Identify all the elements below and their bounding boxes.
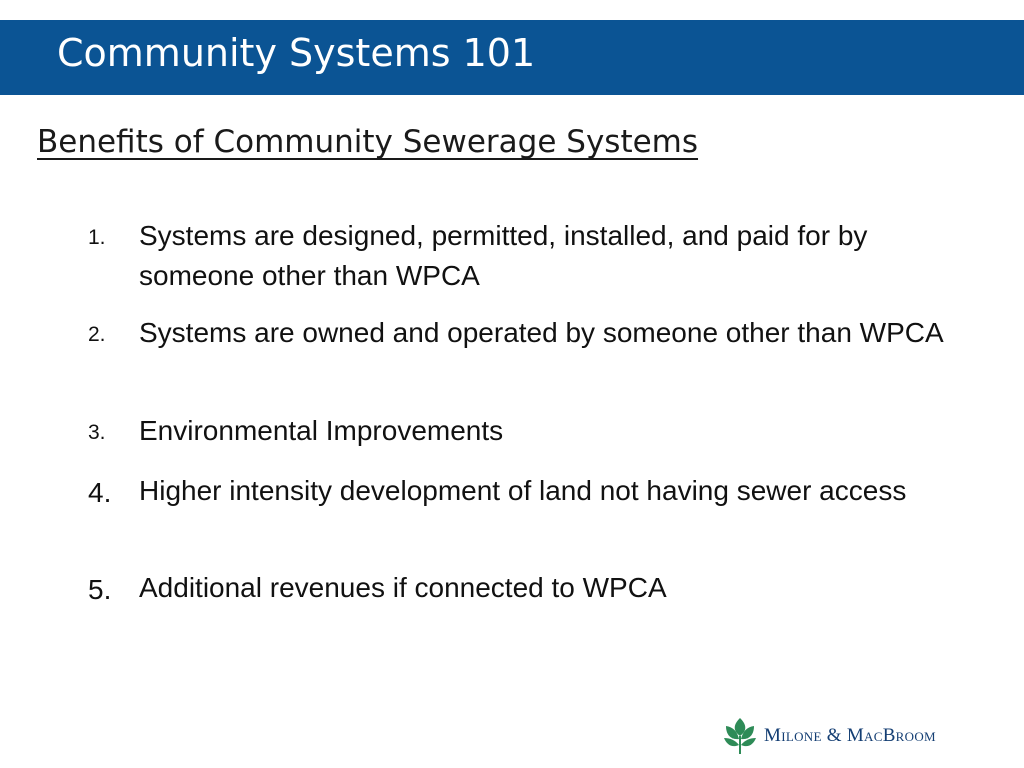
- list-item-text: Environmental Improvements: [139, 415, 504, 446]
- list-item-number: 5.: [88, 574, 112, 605]
- list-item-number: 4.: [88, 477, 112, 508]
- leaf-logo-icon: [722, 716, 758, 756]
- slide-title: Community Systems 101: [57, 31, 536, 75]
- list-item-number: 1.: [88, 226, 106, 249]
- list-item-text: Systems are owned and operated by someone other than WPCA: [139, 317, 944, 348]
- list-item-text: Higher intensity development of land not having sewer access: [139, 475, 907, 506]
- slide-subtitle: Benefits of Community Sewerage Systems: [37, 124, 699, 160]
- list-item-text: Additional revenues if connected to WPCA: [139, 572, 667, 603]
- list-item-text: Systems are designed, permitted, installed, and paid for by someone other than WPCA: [139, 220, 868, 291]
- company-logo: [722, 716, 994, 760]
- list-item-number: 2.: [88, 323, 106, 346]
- logo-text: Milone & MacBroom: [764, 725, 936, 746]
- list-item-number: 3.: [88, 421, 106, 444]
